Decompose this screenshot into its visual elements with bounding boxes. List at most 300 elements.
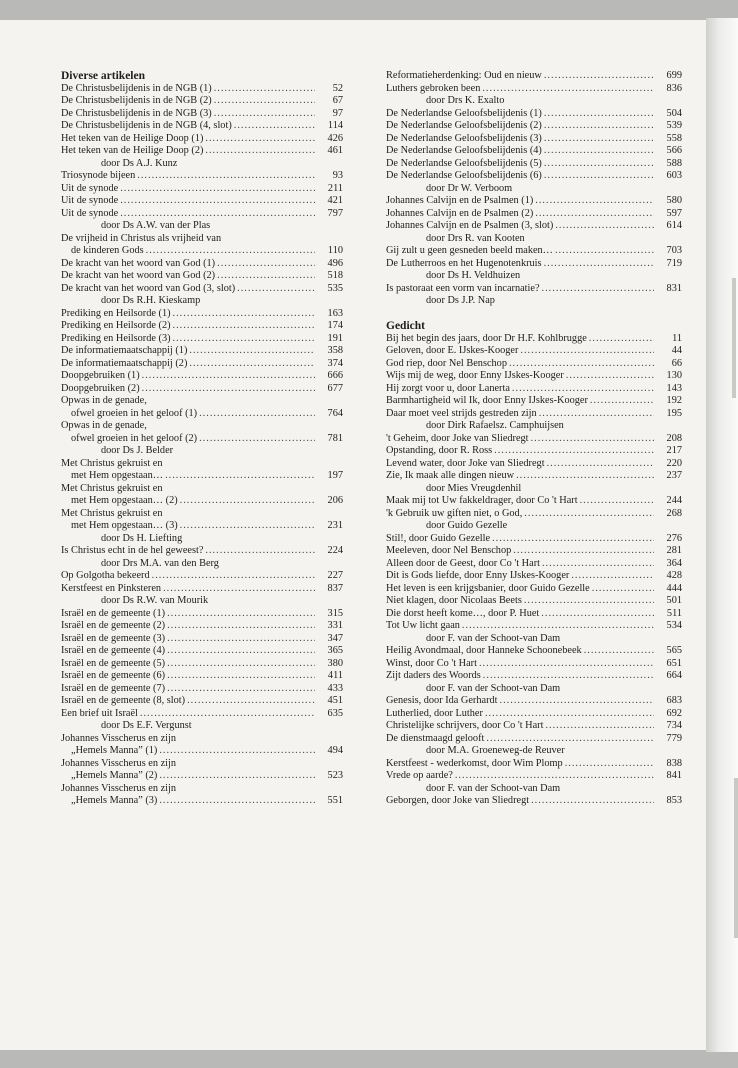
leader-dots xyxy=(507,358,654,371)
leader-dots xyxy=(157,745,315,758)
entry-title: Alleen door de Geest, door Co 't Hart xyxy=(386,557,540,569)
leader-dots xyxy=(165,645,315,658)
leader-dots xyxy=(187,345,315,358)
author-line: door F. van der Schoot-van Dam xyxy=(426,682,561,694)
page-number: 114 xyxy=(327,120,343,131)
author-line: door Drs K. Exalto xyxy=(426,95,505,106)
entry-title: De Christusbelijdenis in de NGB (2) xyxy=(61,95,212,106)
leader-dots xyxy=(563,758,654,771)
leader-dots xyxy=(178,495,315,508)
entry-title: Genesis, door Ida Gerhardt xyxy=(386,695,498,706)
entry-title: De Nederlandse Geloofsbelijdenis (2) xyxy=(386,120,542,131)
entry-title: Levend water, door Joke van Sliedregt xyxy=(386,457,545,469)
index-entry xyxy=(386,283,682,296)
leader-dots xyxy=(118,195,315,208)
entry-title: Israël en de gemeente (6) xyxy=(61,670,166,681)
leader-dots xyxy=(140,370,315,383)
index-entry xyxy=(61,633,343,646)
index-entry xyxy=(61,495,343,508)
entry-title: Op Golgotha bekeerd xyxy=(61,570,150,581)
index-entry xyxy=(61,695,343,708)
page-number: 535 xyxy=(327,282,343,294)
entry-title: Geborgen, door Joke van Sliedregt xyxy=(386,795,530,806)
author-line: door Ds A.J. Kunz xyxy=(101,157,178,169)
page-number: 237 xyxy=(666,470,682,481)
entry-title: De dienstmaagd gelooft xyxy=(386,732,485,744)
page-number: 580 xyxy=(666,195,682,206)
leader-dots xyxy=(588,395,654,408)
leader-dots xyxy=(118,183,315,196)
page-number: 268 xyxy=(666,507,682,519)
leader-dots xyxy=(215,258,315,271)
index-column-left xyxy=(61,70,343,808)
entry-title: 't Geheim, door Joke van Sliedregt xyxy=(386,432,529,444)
page-number: 551 xyxy=(327,795,343,806)
leader-dots xyxy=(564,370,654,383)
entry-title: Prediking en Heilsorde (2) xyxy=(61,320,171,331)
leader-dots xyxy=(542,108,654,121)
index-entry xyxy=(61,195,343,208)
index-entry xyxy=(386,258,682,271)
index-entry xyxy=(386,795,682,808)
index-entry xyxy=(386,608,682,621)
page-number: 703 xyxy=(666,245,682,256)
leader-dots xyxy=(542,145,654,158)
index-entry xyxy=(61,570,343,583)
page-number: 347 xyxy=(327,632,343,644)
entry-title: Prediking en Heilsorde (3) xyxy=(61,332,171,344)
author-line: door Ds R.W. van Mourik xyxy=(101,595,209,606)
page-number: 603 xyxy=(666,170,682,181)
index-entry xyxy=(61,608,343,621)
index-entry xyxy=(386,770,682,783)
page-number: 211 xyxy=(327,182,343,194)
index-entry xyxy=(386,720,682,733)
page-number: 838 xyxy=(666,757,682,769)
page-number: 597 xyxy=(666,207,682,219)
leader-dots xyxy=(533,195,654,208)
edge-mark xyxy=(734,778,738,938)
author-line: door Ds A.W. van der Plas xyxy=(101,220,211,231)
entry-title: Reformatieherdenking: Oud en nieuw xyxy=(386,70,542,81)
page-number: 734 xyxy=(666,720,682,731)
page-number: 426 xyxy=(327,132,343,144)
leader-dots xyxy=(480,83,654,96)
leader-dots xyxy=(481,670,654,683)
index-entry xyxy=(386,670,682,683)
entry-title: Kerstfeest en Pinksteren xyxy=(61,582,162,594)
entry-title: Israël en de gemeente (4) xyxy=(61,645,166,656)
entry-title: God riep, door Nel Benschop xyxy=(386,357,507,369)
leader-dots xyxy=(212,95,315,108)
leader-dots xyxy=(165,683,315,696)
page-number: 841 xyxy=(666,770,682,781)
entry-title: De Nederlandse Geloofsbelijdenis (1) xyxy=(386,107,542,119)
page-number: 191 xyxy=(327,332,343,344)
index-entry xyxy=(386,708,682,721)
index-entry xyxy=(386,433,682,446)
entry-title: De informatiemaatschappij (1) xyxy=(61,345,188,356)
page-number: 699 xyxy=(666,70,682,81)
leader-dots xyxy=(569,570,654,583)
page-number: 539 xyxy=(666,120,682,131)
entry-title-line: Met Christus gekruist en xyxy=(61,457,163,469)
entry-title: Israël en de gemeente (5) xyxy=(61,657,166,669)
page-number: 433 xyxy=(327,682,343,694)
entry-title: Israël en de gemeente (8, slot) xyxy=(61,695,186,706)
author-line: door Guido Gezelle xyxy=(426,520,508,531)
entry-title: De kracht van het woord van God (3, slot) xyxy=(61,282,236,294)
entry-title-line: Met Christus gekruist en xyxy=(61,482,163,494)
index-entry xyxy=(386,408,682,421)
entry-title: Uit de synode xyxy=(61,182,119,194)
index-entry xyxy=(386,170,682,183)
page-number: 451 xyxy=(327,695,343,706)
entry-title: Johannes Calvijn en de Psalmen (2) xyxy=(386,207,534,219)
page-number: 143 xyxy=(666,382,682,394)
page-number: 494 xyxy=(327,745,343,756)
index-entry xyxy=(61,308,343,321)
index-entry xyxy=(386,533,682,546)
entry-title: Doopgebruiken (1) xyxy=(61,370,140,381)
spacer xyxy=(386,308,682,321)
leader-dots xyxy=(165,670,315,683)
author-line: door Ds H. Liefting xyxy=(101,532,183,544)
leader-dots xyxy=(539,608,654,621)
page-number: 206 xyxy=(327,495,343,506)
author-line: door Ds J.P. Nap xyxy=(426,295,495,306)
leader-dots xyxy=(514,470,654,483)
page-number: 444 xyxy=(666,582,682,594)
page-number: 461 xyxy=(327,145,343,156)
author-line: door Ds H. Veldhuizen xyxy=(426,270,521,281)
page-number: 66 xyxy=(671,357,682,369)
entry-title: Geloven, door E. IJskes-Kooger xyxy=(386,345,519,356)
page-number: 244 xyxy=(666,495,682,506)
entry-title: Israël en de gemeente (7) xyxy=(61,682,166,694)
entry-title: De Christusbelijdenis in de NGB (1) xyxy=(61,82,212,94)
author-line: door F. van der Schoot-van Dam xyxy=(426,632,561,644)
entry-title: Kerstfeest - wederkomst, door Wim Plomp xyxy=(386,757,563,769)
page-number: 853 xyxy=(666,795,682,806)
leader-dots xyxy=(490,533,654,546)
page-number: 664 xyxy=(666,670,682,681)
index-entry xyxy=(61,408,343,421)
author-line: door F. van der Schoot-van Dam xyxy=(426,782,561,794)
entry-title: Tot Uw licht gaan xyxy=(386,620,460,631)
leader-dots xyxy=(522,508,654,521)
page-number: 779 xyxy=(666,732,682,744)
index-entry xyxy=(61,358,343,371)
entry-title: Daar moet veel strijds gestreden zijn xyxy=(386,407,537,419)
leader-dots xyxy=(543,720,654,733)
entry-title: Luthers gebroken been xyxy=(386,82,481,94)
page-number: 614 xyxy=(666,220,682,231)
page-number: 220 xyxy=(666,457,682,469)
index-entry xyxy=(386,158,682,171)
entry-title: De Nederlandse Geloofsbelijdenis (3) xyxy=(386,132,542,144)
index-entry xyxy=(61,520,343,533)
index-entry xyxy=(61,658,343,671)
page-number: 534 xyxy=(666,620,682,631)
leader-dots xyxy=(215,270,315,283)
leader-dots xyxy=(460,620,654,633)
entry-title: De Nederlandse Geloofsbelijdenis (4) xyxy=(386,145,542,156)
entry-title: Dit is Gods liefde, door Enny IJskes-Kooger xyxy=(386,570,570,581)
index-entry xyxy=(386,733,682,746)
entry-title: Prediking en Heilsorde (1) xyxy=(61,307,171,319)
leader-dots xyxy=(533,208,654,221)
page-number: 781 xyxy=(327,432,343,444)
index-entry xyxy=(386,83,682,96)
leader-dots xyxy=(197,433,315,446)
leader-dots xyxy=(171,308,315,321)
page-number: 558 xyxy=(666,132,682,144)
entry-title: De kracht van het woord van God (2) xyxy=(61,270,216,281)
page-number: 281 xyxy=(666,545,682,556)
page-number: 11 xyxy=(672,332,682,344)
page-number: 130 xyxy=(666,370,682,381)
author-line: door Mies Vreugdenhil xyxy=(426,482,522,494)
index-entry xyxy=(61,320,343,333)
leader-dots xyxy=(187,358,315,371)
index-entry xyxy=(386,195,682,208)
leader-dots xyxy=(542,158,654,171)
entry-title: Die dorst heeft kome…, door P. Huet xyxy=(386,607,540,619)
entry-title-line: Met Christus gekruist en xyxy=(61,507,163,519)
leader-dots xyxy=(453,770,654,783)
page-number: 227 xyxy=(327,570,343,581)
entry-title: Niet klagen, door Nicolaas Beets xyxy=(386,595,522,606)
leader-dots xyxy=(161,583,315,596)
leader-dots xyxy=(163,470,315,483)
page-number: 836 xyxy=(666,82,682,94)
entry-title: Hij zorgt voor u, door Lanerta xyxy=(386,382,510,394)
leader-dots xyxy=(542,120,654,133)
entry-title: met Hem opgestaan… (2) xyxy=(71,495,178,506)
index-entry xyxy=(61,795,343,808)
index-entry xyxy=(386,583,682,596)
index-entry xyxy=(386,458,682,471)
leader-dots xyxy=(540,283,654,296)
page-number: 174 xyxy=(327,320,343,331)
index-entry xyxy=(386,333,682,346)
entry-title: Uit de synode xyxy=(61,207,119,219)
edge-mark xyxy=(732,278,736,398)
page-number: 217 xyxy=(666,445,682,456)
index-entry xyxy=(61,120,343,133)
leader-dots xyxy=(140,383,315,396)
leader-dots xyxy=(165,658,315,671)
entry-title: Barmhartigheid wil Ik, door Enny IJskes-Kooger xyxy=(386,395,588,406)
index-entry xyxy=(386,620,682,633)
entry-title: De informatiemaatschappij (2) xyxy=(61,357,188,369)
index-entry xyxy=(61,108,343,121)
page-number: 501 xyxy=(666,595,682,606)
entry-title: de kinderen Gods xyxy=(71,245,144,256)
leader-dots xyxy=(483,708,654,721)
page-number: 837 xyxy=(327,582,343,594)
entry-title: Het teken van de Heilige Doop (1) xyxy=(61,132,204,144)
page-number: 764 xyxy=(327,407,343,419)
author-line: door Drs R. van Kooten xyxy=(426,232,525,244)
index-entry xyxy=(61,670,343,683)
index-entry xyxy=(61,170,343,183)
page-number: 380 xyxy=(327,657,343,669)
leader-dots xyxy=(578,495,654,508)
leader-dots xyxy=(203,145,315,158)
leader-dots xyxy=(178,520,315,533)
page-number: 588 xyxy=(666,157,682,169)
entry-title: Gij zult u geen gesneden beeld maken… xyxy=(386,245,553,256)
leader-dots xyxy=(492,445,654,458)
index-entry xyxy=(61,208,343,221)
page-number: 692 xyxy=(666,707,682,719)
entry-title: Heilig Avondmaal, door Hanneke Schoonebeek xyxy=(386,645,582,656)
entry-title: Uit de synode xyxy=(61,195,119,206)
author-line: door Dr W. Verboom xyxy=(426,182,513,194)
leader-dots xyxy=(540,558,654,571)
author-line: door Drs M.A. van den Berg xyxy=(101,557,219,569)
page-number: 566 xyxy=(666,145,682,156)
author-line: door Ds R.H. Kieskamp xyxy=(101,295,201,306)
leader-dots xyxy=(587,333,654,346)
page-number: 93 xyxy=(332,170,343,181)
index-entry xyxy=(61,95,343,108)
index-entry xyxy=(386,395,682,408)
page-number: 197 xyxy=(327,470,343,481)
index-entry xyxy=(61,383,343,396)
leader-dots xyxy=(498,695,654,708)
index-entry xyxy=(386,370,682,383)
index-entry xyxy=(61,745,343,758)
page-number: 192 xyxy=(666,395,682,406)
page-number: 110 xyxy=(327,245,343,256)
author-line: door Ds E.F. Vergunst xyxy=(101,720,192,731)
entry-title-line: Johannes Visscherus en zijn xyxy=(61,732,177,744)
entry-title: Israël en de gemeente (1) xyxy=(61,607,166,619)
page-number: 365 xyxy=(327,645,343,656)
entry-title: De Christusbelijdenis in de NGB (3) xyxy=(61,107,212,119)
page-number: 374 xyxy=(327,357,343,369)
page-number: 651 xyxy=(666,657,682,669)
leader-dots xyxy=(185,695,315,708)
page-number: 195 xyxy=(666,407,682,419)
leader-dots xyxy=(138,708,315,721)
index-entry xyxy=(386,645,682,658)
entry-title: Triosynode bijeen xyxy=(61,170,136,181)
entry-title: „Hemels Manna” (1) xyxy=(71,745,158,756)
leader-dots xyxy=(135,170,315,183)
index-entry xyxy=(386,108,682,121)
entry-title: Is Christus echt in de hel geweest? xyxy=(61,545,204,556)
index-entry xyxy=(61,645,343,658)
index-column-right xyxy=(386,70,682,808)
entry-title: Zijt daders des Woords xyxy=(386,670,481,681)
index-entry xyxy=(386,445,682,458)
entry-title: Christelijke schrijvers, door Co 't Hart xyxy=(386,720,544,731)
leader-dots xyxy=(537,408,654,421)
index-entry xyxy=(61,133,343,146)
index-entry xyxy=(61,545,343,558)
page-number: 315 xyxy=(327,607,343,619)
page-number: 97 xyxy=(332,107,343,119)
page-number: 683 xyxy=(666,695,682,706)
index-entry xyxy=(61,708,343,721)
page-number: 163 xyxy=(327,307,343,319)
entry-title: Lutherlied, door Luther xyxy=(386,707,483,719)
entry-title: Vrede op aarde? xyxy=(386,770,453,781)
index-entry xyxy=(386,245,682,258)
page-number: 208 xyxy=(666,432,682,444)
index-entry xyxy=(61,333,343,346)
page-number: 231 xyxy=(327,520,343,531)
leader-dots xyxy=(542,70,654,83)
index-entry xyxy=(386,558,682,571)
page-number: 67 xyxy=(332,95,343,106)
entry-title: ofwel groeien in het geloof (2) xyxy=(71,432,198,444)
page-number: 677 xyxy=(327,382,343,394)
next-page-edge xyxy=(706,18,738,1052)
leader-dots xyxy=(542,258,654,271)
index-entry xyxy=(386,345,682,358)
page-number: 797 xyxy=(327,207,343,219)
entry-title: Doopgebruiken (2) xyxy=(61,382,140,394)
index-entry xyxy=(386,470,682,483)
page-number: 428 xyxy=(666,570,682,581)
index-entry xyxy=(386,595,682,608)
page-number: 358 xyxy=(327,345,343,356)
author-line: door M.A. Groeneweg-de Reuver xyxy=(426,745,565,756)
leader-dots xyxy=(542,170,654,183)
entry-title: ofwel groeien in het geloof (1) xyxy=(71,407,198,419)
index-entry xyxy=(386,695,682,708)
index-entry xyxy=(61,470,343,483)
leader-dots xyxy=(484,733,654,746)
entry-title: Meeleven, door Nel Benschop xyxy=(386,545,512,556)
entry-title: „Hemels Manna” (2) xyxy=(71,770,158,781)
leader-dots xyxy=(590,583,654,596)
author-line: door Dirk Rafaelsz. Camphuijsen xyxy=(426,420,564,431)
index-entry xyxy=(386,133,682,146)
entry-title: Het teken van de Heilige Doop (2) xyxy=(61,145,204,156)
leader-dots xyxy=(165,620,315,633)
entry-title: Stil!, door Guido Gezelle xyxy=(386,532,491,544)
index-entry xyxy=(386,495,682,508)
entry-title: Winst, door Co 't Hart xyxy=(386,657,477,669)
entry-title: Johannes Calvijn en de Psalmen (1) xyxy=(386,195,534,206)
leader-dots xyxy=(157,770,315,783)
entry-title: Johannes Calvijn en de Psalmen (3, slot) xyxy=(386,220,554,231)
page-number: 276 xyxy=(666,532,682,544)
index-entry xyxy=(386,208,682,221)
leader-dots xyxy=(235,283,315,296)
index-entry xyxy=(386,70,682,83)
index-entry xyxy=(61,145,343,158)
index-entry xyxy=(386,758,682,771)
leader-dots xyxy=(529,795,654,808)
page-number: 831 xyxy=(666,282,682,294)
entry-title-line: Johannes Visscherus en zijn xyxy=(61,757,177,769)
leader-dots xyxy=(197,408,315,421)
index-entry xyxy=(61,370,343,383)
index-entry xyxy=(61,83,343,96)
leader-dots xyxy=(165,608,315,621)
leader-dots xyxy=(203,133,315,146)
entry-title: Israël en de gemeente (2) xyxy=(61,620,166,631)
entry-title: Is pastoraat een vorm van incarnatie? xyxy=(386,282,540,294)
page-number: 511 xyxy=(666,607,682,619)
